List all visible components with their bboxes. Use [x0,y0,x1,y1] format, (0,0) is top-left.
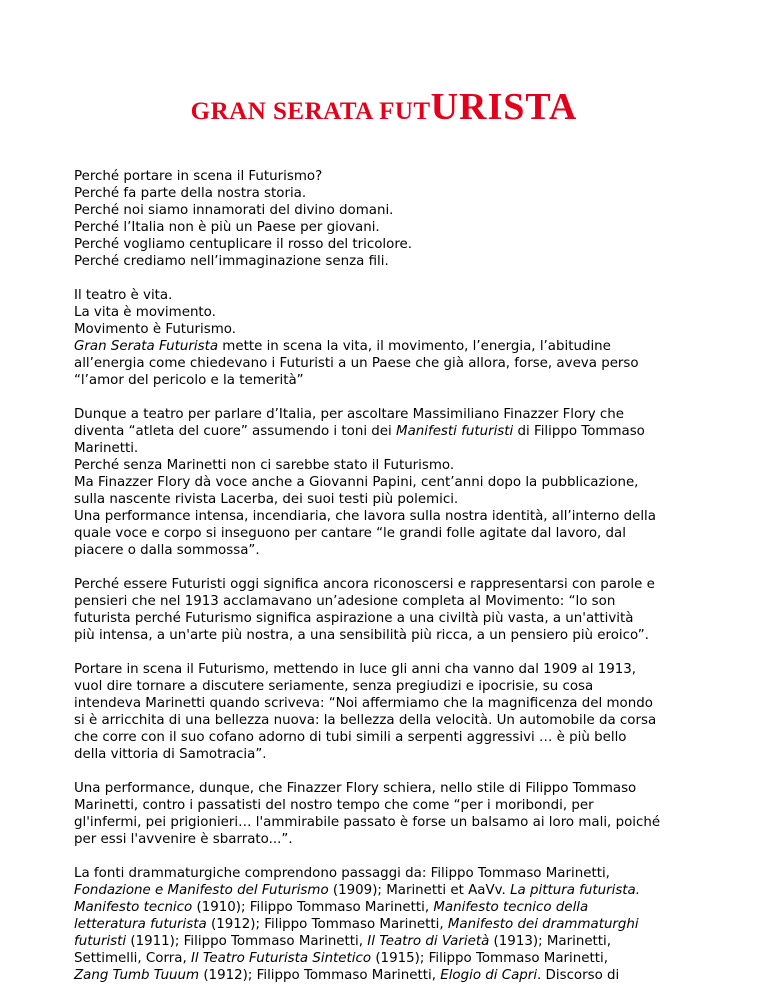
text-line [74,916,714,933]
italic-fragment: Manifesto dei drammaturghi [447,917,639,932]
paragraph-why [74,168,714,270]
text-fragment: (1909); Marinetti et AaVv. [328,883,511,898]
text-line: sulla nascente rivista Lacerba, dei suoi testi più polemici. [74,492,459,507]
text-line: futurista perché Futurismo significa aspirazione a una civiltà più vasta, a un'attività [74,611,634,626]
text-line: che corre con il suo cofano adorno di tubi simili a serpenti aggressivi … è più bello [74,730,627,745]
text-line: più intensa, a un'arte più nostra, a una sensibilità più ricca, a un pensiero più eroico”. [74,628,649,643]
page-title [0,88,768,126]
text-line: Una performance, dunque, che Finazzer Flory schiera, nello stile di Filippo Tommaso [74,781,637,796]
text-line: “l’amor del pericolo e la temerità” [74,373,304,388]
paragraph-theatre [74,287,714,389]
paragraph-performer [74,406,714,559]
italic-fragment: Manifesto tecnico della [433,900,589,915]
document-body [74,168,714,1001]
text-line: si è arricchita di una bellezza nuova: la bellezza della velocità. Un automobile da corsa [74,713,657,728]
text-line: quale voce e corpo si inseguono per cantare “le grandi folle agitate dal lavoro, dal [74,526,626,541]
text-line: per essi l'avvenire è sbarrato...”. [74,832,293,847]
text-line: La vita è movimento. [74,305,216,320]
italic-fragment: Zang Tumb Tuuum [74,968,200,983]
text-line: Marinetti. [74,441,139,456]
italic-fragment: Manifesti futuristi [396,424,514,439]
text-line [74,882,714,899]
paragraph-speed [74,661,714,763]
text-fragment: (1911); Filippo Tommaso Marinetti, [126,934,368,949]
text-fragment: Settimelli, Corra, [74,951,191,966]
text-line [74,933,714,950]
text-line: Perché senza Marinetti non ci sarebbe stato il Futurismo. [74,458,455,473]
title-part-2: URISTA [430,86,578,128]
italic-fragment: futuristi [74,934,127,949]
italic-fragment: Il Teatro di Varietà [367,934,490,949]
text-line: piacere o dalla sommossa”. [74,543,260,558]
text-line [74,950,714,967]
text-fragment: (1913); Marinetti, [489,934,612,949]
text-line: intendeva Marinetti quando scriveva: “Noi affermiamo che la magnificenza del mondo [74,696,653,711]
text-line: Perché vogliamo centuplicare il rosso del tricolore. [74,237,413,252]
text-line: Perché l’Italia non è più un Paese per giovani. [74,220,380,235]
text-line: all’energia come chiedevano i Futuristi a un Paese che già allora, forse, aveva perso [74,356,639,371]
text-fragment: (1912); Filippo Tommaso Marinetti, [199,968,441,983]
title-part-1: GRAN SERATA FUT [190,98,431,125]
text-line: Perché noi siamo innamorati del divino domani. [74,203,394,218]
text-fragment: (1915); Filippo Tommaso Marinetti, [371,951,608,966]
text-line: Perché essere Futuristi oggi significa ancora riconoscersi e rappresentarsi con parole e [74,577,655,592]
text-line: Movimento è Futurismo. [74,322,237,337]
text-line: La fonti drammaturgiche comprendono passaggi da: Filippo Tommaso Marinetti, [74,866,610,881]
text-line: Perché crediamo nell’immaginazione senza fili. [74,254,389,269]
text-fragment: di Filippo Tommaso [513,424,645,439]
text-line [74,967,714,984]
text-fragment: . Discorso di [537,968,620,983]
text-line: Portare in scena il Futurismo, mettendo in luce gli anni cha vanno dal 1909 al 1913, [74,662,637,677]
italic-fragment: Elogio di Capri [440,968,538,983]
text-line: vuol dire tornare a discutere seriamente, senza pregiudizi e ipocrisie, su cosa [74,679,594,694]
show-title-italic: Gran Serata Futurista [74,339,219,354]
italic-fragment: La pittura futurista. [510,883,641,898]
italic-fragment: Il Teatro Futurista Sintetico [190,951,372,966]
text-line: della vittoria di Samotracia”. [74,747,267,762]
text-fragment: (1910); Filippo Tommaso Marinetti, [192,900,434,915]
text-line: Il teatro è vita. [74,288,173,303]
text-line: Marinetti, contro i passatisti del nostro tempo che come “per i moribondi, per [74,798,594,813]
text-line: Una performance intensa, incendiaria, che lavora sulla nostra identità, all’interno della [74,509,656,524]
text-fragment: (1912); Filippo Tommaso Marinetti, [206,917,448,932]
text-line: Dunque a teatro per parlare d’Italia, per ascoltare Massimiliano Finazzer Flory che [74,407,624,422]
text-line: Ma Finazzer Flory dà voce anche a Giovanni Papini, cent’anni dopo la pubblicazione, [74,475,639,490]
italic-fragment: letteratura futurista [74,917,207,932]
text-line: pensieri che nel 1913 acclamavano un’adesione completa al Movimento: “lo son [74,594,616,609]
paragraph-futurists-today [74,576,714,644]
text-line: gl'infermi, pei prigionieri… l'ammirabile passato è forse un balsamo ai loro mali, poiché [74,815,661,830]
italic-fragment: Fondazione e Manifesto del Futurismo [74,883,329,898]
text-fragment: diventa “atleta del cuore” assumendo i toni dei [74,424,397,439]
text-line: Perché portare in scena il Futurismo? [74,169,323,184]
text-line [74,423,714,440]
text-line [74,899,714,916]
italic-fragment: Manifesto tecnico [74,900,193,915]
paragraph-passatisti [74,780,714,848]
text-line: Perché fa parte della nostra storia. [74,186,307,201]
paragraph-sources [74,865,714,984]
text-fragment: mette in scena la vita, il movimento, l’energia, l’abitudine [218,339,611,354]
text-line [74,338,714,355]
